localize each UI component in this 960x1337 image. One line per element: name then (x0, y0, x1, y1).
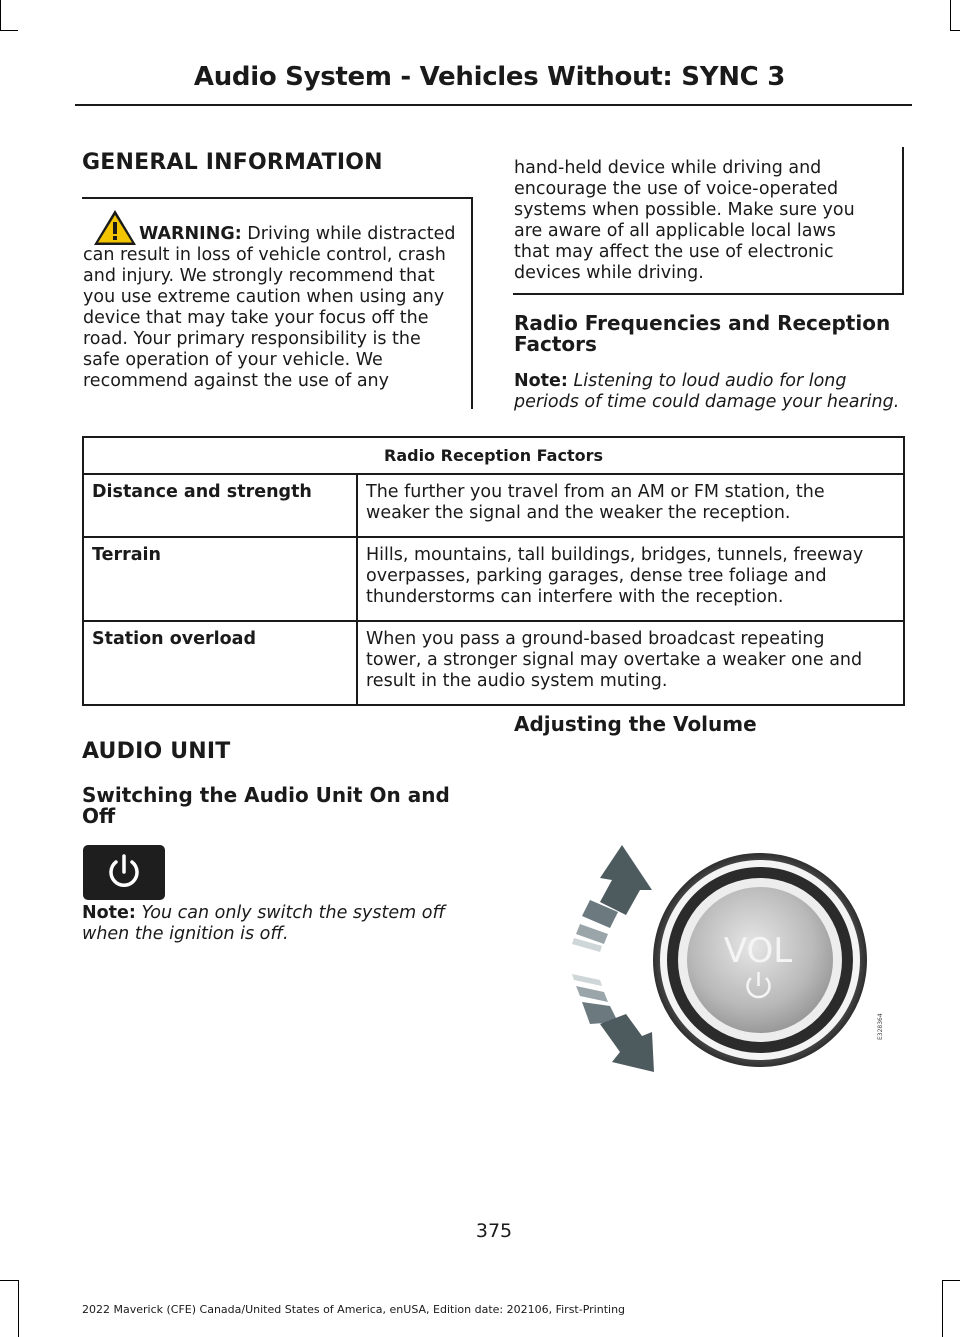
table-row (83, 621, 904, 705)
table-cell-factor: Terrain (83, 537, 357, 621)
power-button-graphic (83, 845, 165, 900)
warning-line: you use extreme caution when using any (83, 287, 445, 307)
warning-line: are aware of all applicable local laws (514, 221, 836, 241)
table-cell-factor: Station overload (83, 621, 357, 705)
warning-line: devices while driving. (514, 263, 704, 283)
table-cell-description (357, 537, 904, 621)
crop-mark (950, 0, 951, 30)
table-cell-description (357, 621, 904, 705)
heading-line: Factors (514, 332, 597, 356)
warning-label: WARNING: (139, 224, 242, 244)
heading-line: Radio Frequencies and Reception (514, 311, 891, 335)
table-title: Radio Reception Factors (83, 437, 904, 474)
warning-line (83, 224, 467, 245)
table-cell-factor: Distance and strength (83, 474, 357, 537)
warning-line: that may affect the use of electronic (514, 242, 834, 262)
knob-label: VOL (723, 931, 793, 971)
note-label: Note: (514, 371, 568, 391)
warning-line: encourage the use of voice-operated (514, 179, 839, 199)
cell-line: result in the audio system muting. (366, 671, 668, 691)
cell-line: overpasses, parking garages, dense tree foliage and (366, 566, 827, 586)
header-rule (75, 104, 912, 106)
crop-mark (942, 1280, 960, 1281)
crop-mark (950, 30, 960, 31)
volume-knob-illustration (560, 840, 890, 1090)
warning-line: can result in loss of vehicle control, crash (83, 245, 446, 265)
switching-audio-unit-heading (82, 785, 450, 827)
table-cell-description (357, 474, 904, 537)
table-row (83, 474, 904, 537)
crop-mark (0, 0, 1, 30)
adjusting-volume-heading: Adjusting the Volume (514, 712, 757, 736)
warning-line: device that may take your focus off the (83, 308, 429, 328)
warning-line: systems when possible. Make sure you (514, 200, 855, 220)
heading-line: Off (82, 804, 116, 828)
power-icon (83, 845, 165, 900)
warning-line: recommend against the use of any (83, 371, 390, 391)
note-text: when the ignition is off. (82, 924, 289, 944)
warning-line: safe operation of your vehicle. We (83, 350, 383, 370)
volume-down-arrow-icon (572, 974, 654, 1072)
image-code: E328364 (877, 1013, 884, 1040)
radio-reception-factors-table (82, 436, 905, 706)
edition-footer: 2022 Maverick (CFE) Canada/United States of America, enUSA, Edition date: 202106, First-Printing (82, 1303, 626, 1316)
cell-line: The further you travel from an AM or FM station, the (366, 482, 825, 502)
warning-line-text: Driving while distracted (247, 224, 456, 244)
crop-mark (18, 1280, 19, 1337)
heading-line: Switching the Audio Unit On and (82, 783, 450, 807)
crop-mark (0, 30, 18, 31)
cell-line: weaker the signal and the weaker the reception. (366, 503, 791, 523)
radio-frequencies-heading (514, 313, 890, 355)
table-header-row (83, 437, 904, 474)
crop-mark (0, 1280, 18, 1281)
cell-line: tower, a stronger signal may overtake a weaker one and (366, 650, 863, 670)
note-text: You can only switch the system off (141, 903, 446, 923)
warning-line: and injury. We strongly recommend that (83, 266, 435, 286)
note-text: Listening to loud audio for long (573, 371, 847, 391)
page-number: 375 (475, 1220, 513, 1242)
cell-line: thunderstorms can interfere with the reception. (366, 587, 784, 607)
warning-text (83, 224, 467, 392)
warning-line: road. Your primary responsibility is the (83, 329, 421, 349)
general-information-heading: GENERAL INFORMATION (82, 150, 383, 175)
ignition-note (82, 903, 472, 945)
hearing-note (514, 371, 914, 413)
cell-line: Hills, mountains, tall buildings, bridges, tunnels, freeway (366, 545, 864, 565)
cell-line: When you pass a ground-based broadcast repeating (366, 629, 825, 649)
volume-up-arrow-icon (572, 845, 652, 952)
page-header-title: Audio System - Vehicles Without: SYNC 3 (193, 62, 785, 92)
warning-continuation-text (514, 158, 898, 284)
warning-line: hand-held device while driving and (514, 158, 822, 178)
table-row (83, 537, 904, 621)
note-text: periods of time could damage your hearing. (514, 392, 900, 412)
audio-unit-heading: AUDIO UNIT (82, 739, 231, 764)
crop-mark (942, 1280, 943, 1337)
warning-triangle-icon (92, 207, 138, 247)
note-label: Note: (82, 903, 136, 923)
